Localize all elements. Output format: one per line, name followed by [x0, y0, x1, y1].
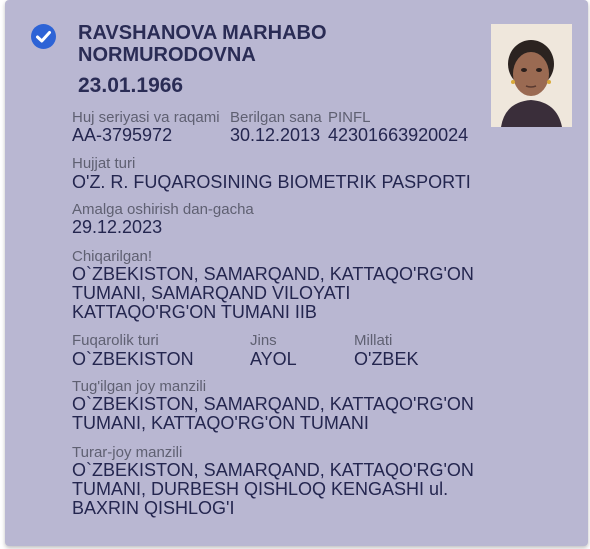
date-of-birth: 23.01.1966 [78, 74, 184, 97]
citizenship-label: Fuqarolik turi [72, 332, 159, 349]
doc-series-label: Huj seriyasi va raqami [72, 109, 220, 126]
validity-value: 29.12.2023 [72, 217, 163, 237]
check-circle-icon[interactable] [31, 24, 56, 49]
residence-label: Turar-joy manzili [72, 444, 183, 461]
issued-by-label: Chiqarilgan! [72, 248, 153, 265]
doc-type-value: O'Z. R. FUQAROSINING BIOMETRIK PASPORTI [72, 172, 471, 192]
birth-place-value: O`ZBEKISTON, SAMARQAND, KATTAQO'RG'ON TUMANI, KATTAQO'RG'ON TUMANI [72, 394, 474, 433]
issued-by-value: O`ZBEKISTON, SAMARQAND, KATTAQO'RG'ON TUMANI, SAMARQAND VILOYATI KATTAQO'RG'ON TUMANI IIB [72, 264, 474, 322]
citizenship-value: O`ZBEKISTON [72, 349, 194, 369]
gender-label: Jins [250, 332, 277, 349]
gender-value: AYOL [250, 349, 297, 369]
issued-date-label: Berilgan sana [230, 109, 322, 126]
validity-label: Amalga oshirish dan-gacha [72, 201, 254, 218]
person-photo [491, 24, 572, 127]
birth-place-label: Tug'ilgan joy manzili [72, 378, 207, 395]
pinfl-value: 42301663920024 [328, 125, 469, 145]
person-name: RAVSHANOVA MARHABO NORMURODOVNA [78, 22, 327, 66]
residence-value: O`ZBEKISTON, SAMARQAND, KATTAQO'RG'ON TUMANI, DURBESH QISHLOQ KENGASHI ul. BAXRIN QISHLOG'I [72, 460, 474, 518]
pinfl-label: PINFL [328, 109, 371, 126]
nationality-value: O'ZBEK [354, 349, 419, 369]
nationality-label: Millati [354, 332, 393, 349]
doc-type-label: Hujjat turi [72, 155, 136, 172]
doc-series-value: AA-3795972 [72, 125, 173, 145]
issued-date-value: 30.12.2013 [230, 125, 321, 145]
person-card [5, 0, 588, 546]
